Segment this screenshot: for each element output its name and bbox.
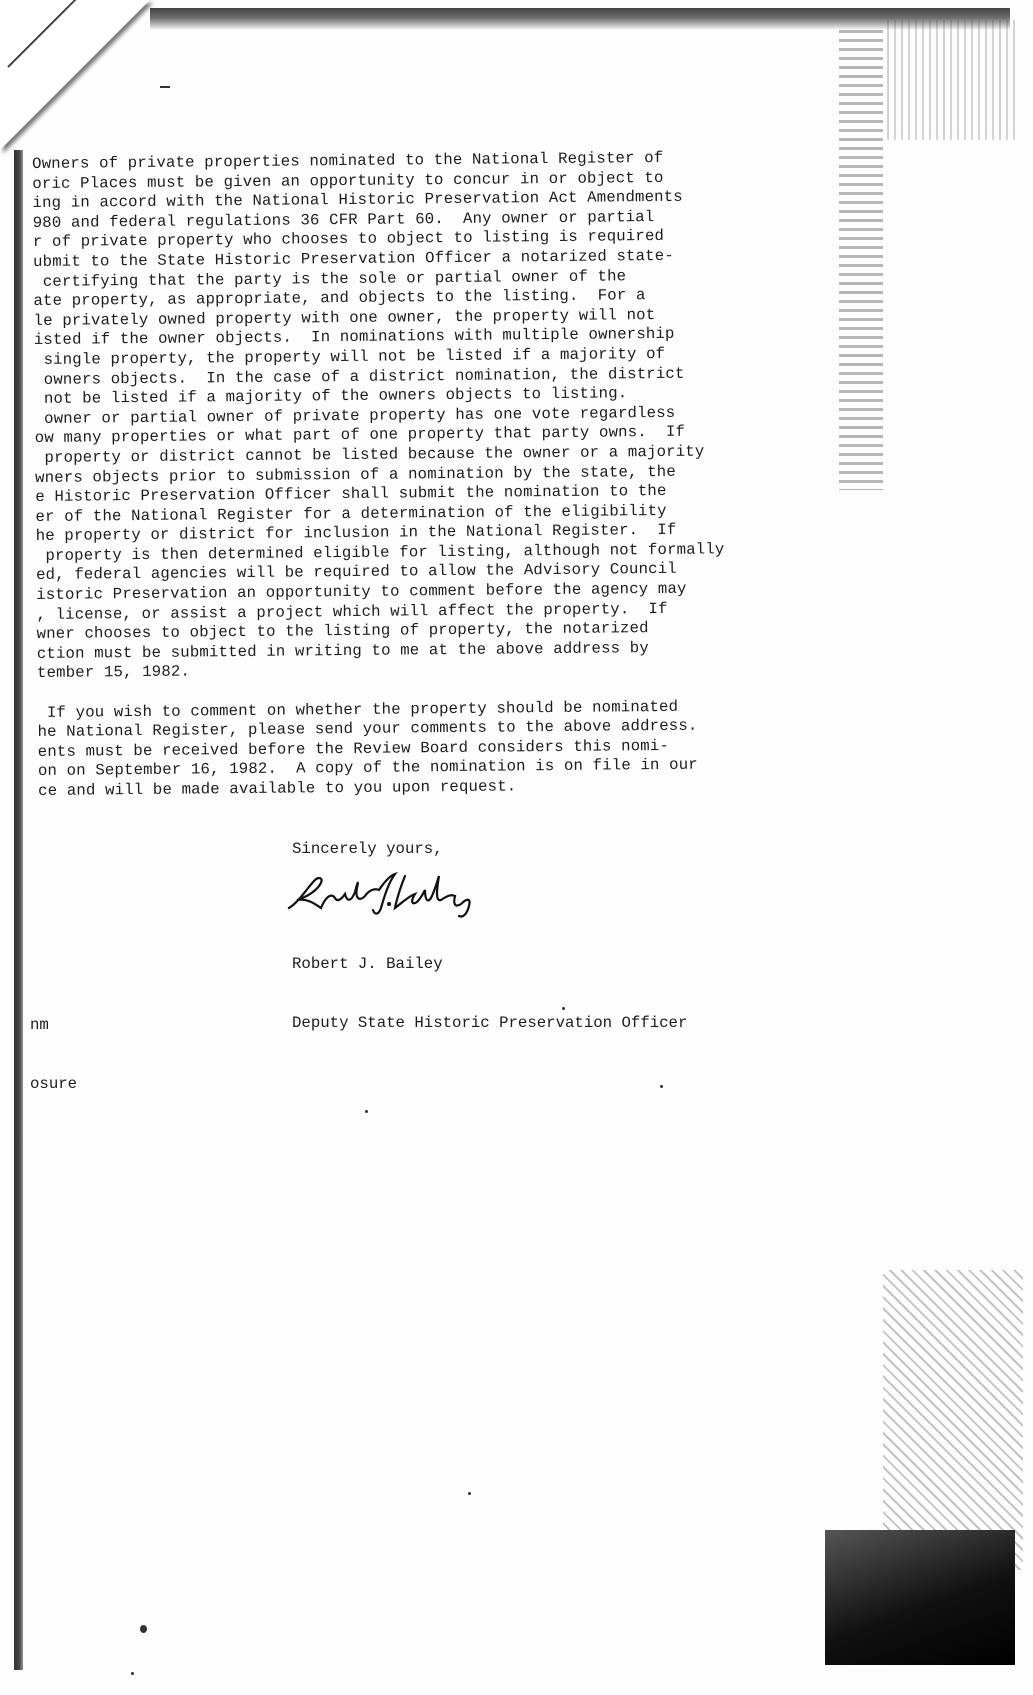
body-line: single property, the property will not be listed if a majority of bbox=[33, 344, 666, 369]
scan-speck bbox=[160, 86, 170, 88]
body-line: oric Places must be given an opportunity to concur in or object to bbox=[32, 168, 664, 193]
body-line: ce and will be made available to you upon request. bbox=[38, 777, 517, 800]
signature-block bbox=[292, 916, 687, 1073]
body-line: r of private property who chooses to object to listing is required bbox=[32, 227, 665, 252]
body-line: owners objects. In the case of a district nomination, the district bbox=[34, 364, 685, 389]
scan-speck bbox=[660, 1085, 663, 1088]
letter-body bbox=[32, 148, 758, 801]
body-line: le privately owned property with one owner, the property will not bbox=[33, 305, 656, 330]
body-line: ed, federal agencies will be required to allow the Advisory Council bbox=[35, 560, 677, 585]
body-line: ubmit to the State Historic Preservation Officer a notarized state- bbox=[32, 246, 674, 271]
enclosure-note: osure bbox=[30, 1074, 78, 1093]
body-line: ing in accord with the National Historic Preservation Act Amendments bbox=[32, 187, 683, 213]
signer-name: Robert J. Bailey bbox=[292, 955, 443, 974]
scan-speck bbox=[365, 1110, 368, 1113]
paragraph-objection-procedure bbox=[32, 148, 757, 684]
body-line: , license, or assist a project which will affect the property. If bbox=[36, 599, 668, 624]
body-line: er of the National Register for a determination of the eligibility bbox=[35, 501, 667, 526]
body-line: ction must be submitted in writing to me at the above address by bbox=[36, 638, 649, 663]
body-line: wner chooses to object to the listing of property, the notarized bbox=[36, 619, 649, 644]
body-line: isted if the owner objects. In nominations with multiple ownership bbox=[33, 325, 675, 350]
scan-bottom-right-corner bbox=[825, 1530, 1015, 1665]
reference-notes bbox=[30, 977, 77, 1134]
body-line: certifying that the party is the sole or partial owner of the bbox=[33, 266, 627, 291]
body-line: ents must be received before the Review Board considers this nomi- bbox=[37, 736, 670, 761]
body-line: Owners of private properties nominated to the National Register of bbox=[32, 148, 664, 173]
body-line: ate property, as appropriate, and objects to the listing. For a bbox=[33, 286, 646, 311]
body-line: 980 and federal regulations 36 CFR Part 60. Any owner or partial bbox=[32, 207, 655, 232]
scan-top-right-noise bbox=[887, 20, 1017, 140]
scan-right-noise bbox=[839, 30, 883, 490]
scan-speck bbox=[131, 1672, 134, 1675]
paragraph-comment-request bbox=[37, 697, 758, 802]
scan-speck bbox=[562, 1007, 565, 1010]
scan-speck bbox=[140, 1625, 147, 1633]
body-line: not be listed if a majority of the owners objects to listing. bbox=[34, 384, 628, 409]
handwritten-signature bbox=[285, 868, 495, 920]
body-line: on on September 16, 1982. A copy of the nomination is on file in our bbox=[37, 756, 698, 781]
typist-initials: nm bbox=[30, 1016, 49, 1035]
body-line: property or district cannot be listed because the owner or a majority bbox=[34, 442, 705, 467]
scan-top-edge bbox=[150, 8, 1010, 30]
folded-corner bbox=[0, 0, 150, 150]
body-line: property is then determined eligible for listing, although not formally bbox=[35, 540, 725, 565]
signer-title: Deputy State Historic Preservation Officer bbox=[292, 1013, 688, 1032]
closing-salutation: Sincerely yours, bbox=[292, 840, 443, 858]
body-line: he property or district for inclusion in the National Register. If bbox=[35, 521, 677, 546]
scan-left-edge bbox=[14, 150, 23, 1670]
body-line: e Historic Preservation Officer shall submit the nomination to the bbox=[35, 482, 667, 507]
body-line: he National Register, please send your comments to the above address. bbox=[37, 716, 698, 742]
scan-bottom-right-noise bbox=[883, 1270, 1023, 1570]
body-line: wners objects prior to submission of a nomination by the state, the bbox=[35, 462, 676, 487]
body-line: istoric Preservation an opportunity to comment before the agency may bbox=[36, 579, 687, 605]
scan-speck bbox=[468, 1492, 471, 1495]
body-line: ow many properties or what part of one property that party owns. If bbox=[34, 423, 686, 448]
body-line: tember 15, 1982. bbox=[36, 662, 191, 683]
body-line: If you wish to comment on whether the property should be nominated bbox=[37, 697, 679, 722]
body-line: owner or partial owner of private property has one vote regardless bbox=[34, 403, 676, 428]
